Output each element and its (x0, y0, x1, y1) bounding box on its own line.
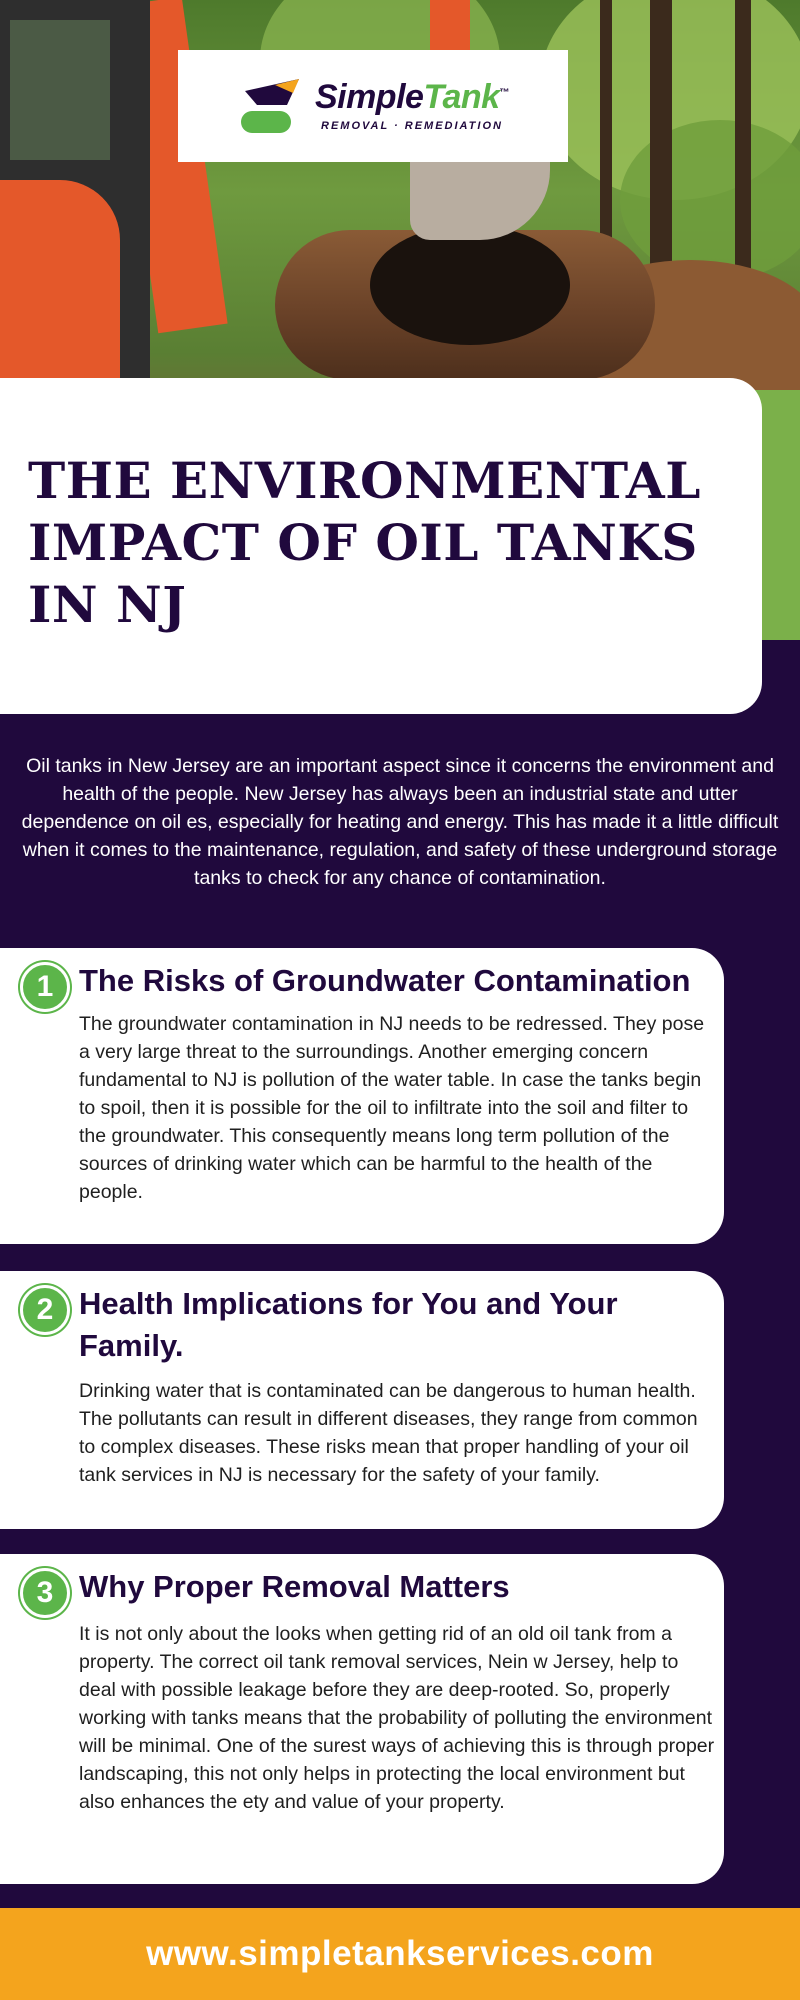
brand-name-part1: Simple (314, 78, 424, 116)
section-number-3: 3 (20, 1568, 70, 1618)
website-link[interactable]: www.simpletankservices.com (146, 1934, 654, 1973)
section-body-3: It is not only about the looks when getting rid of an old oil tank from a property. The correct oil tank removal services, Nein w Jersey, help to deal with possible leakage before they are deep-rooted. So, properly working with tanks means that the probability of polluting the environment will be minimal. One of the surest ways of achieving this is through proper landscaping, this not only helps in protecting the local environment but also enhances the ety and value of your property. (79, 1623, 715, 1813)
section-heading-3: Why Proper Removal Matters (79, 1569, 510, 1604)
section-heading-1: The Risks of Groundwater Contamination (79, 963, 691, 998)
brand-tagline: REMOVAL · REMEDIATION (321, 120, 503, 132)
section-card-2 (0, 1271, 724, 1529)
section-body-2: Drinking water that is contaminated can be dangerous to human health. The pollutants can result in different diseases, they range from common to complex diseases. These risks mean that proper handling of your oil tank services in NJ is necessary for the safety of your family. (79, 1380, 698, 1486)
section-card-3 (0, 1554, 724, 1884)
section-card-1 (0, 948, 724, 1244)
trademark-symbol: ™ (499, 87, 510, 99)
footer-banner (0, 1908, 800, 2000)
section-heading-2: Health Implications for You and Your Family. (79, 1286, 618, 1363)
title-card (0, 378, 762, 714)
brand-name-part2: Tank (423, 78, 500, 116)
section-body-1: The groundwater contamination in NJ needs to be redressed. They pose a very large threat to the surroundings. Another emerging concern fundamental to NJ is pollution of the water table. In case the tanks begin to spoil, then it is possible for the oil to infiltrate into the soil and filter to the groundwater. This consequently means long term pollution of the sources of drinking water which can be harmful to the health of the people. (79, 1013, 705, 1203)
intro-paragraph: Oil tanks in New Jersey are an important aspect since it concerns the environment and health of the people. New Jersey has always been an industrial state and utter dependence on oil es, especially for heating and energy. This has made it a little difficult when it comes to the maintenance, regulation, and safety of these underground storage tanks to check for any chance of contamination. (21, 755, 779, 889)
brand-logo (178, 50, 568, 162)
excavator-bucket-image (410, 150, 550, 240)
page-title: THE ENVIRONMENTAL IMPACT OF OIL TANKS IN NJ (28, 451, 701, 634)
simpletank-logo-icon (237, 71, 307, 141)
brand-name (315, 80, 509, 114)
section-number-2: 2 (20, 1285, 70, 1335)
section-number-1: 1 (20, 962, 70, 1012)
